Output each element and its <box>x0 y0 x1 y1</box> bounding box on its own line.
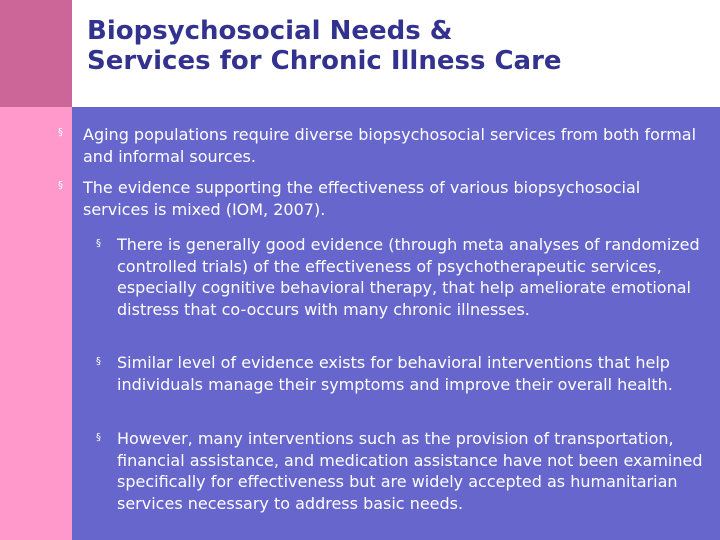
slide-title <box>87 16 707 76</box>
left-accent-strip-bottom <box>0 107 72 540</box>
slide-title-line-1: Biopsychosocial Needs & <box>87 16 453 46</box>
bullet-evidence-mixed <box>58 177 698 220</box>
bullet-text: The evidence supporting the effectiveness of various biopsychosocial services is mixed (IOM, 2007). <box>83 178 641 219</box>
bullet-marker-icon: § <box>58 180 63 191</box>
sub-bullet-behavioral-interventions <box>96 352 708 395</box>
sub-bullet-text: Similar level of evidence exists for behavioral interventions that help individuals manage their symptoms and improve their overall health. <box>117 353 673 394</box>
bullet-aging-populations <box>58 124 698 167</box>
sub-bullet-marker-icon: § <box>96 238 101 249</box>
sub-bullet-humanitarian-services <box>96 428 708 514</box>
sub-bullet-marker-icon: § <box>96 432 101 443</box>
left-accent-strip-top <box>0 0 72 107</box>
bullet-text: Aging populations require diverse biopsychosocial services from both formal and informal sources. <box>83 125 697 166</box>
sub-bullet-marker-icon: § <box>96 356 101 367</box>
sub-bullet-text: However, many interventions such as the provision of transportation, financial assistance, and medication assistance have not been examined specifically for effectiveness but are widely accepted as humanitarian services necessary to address basic needs. <box>117 429 703 513</box>
bullet-marker-icon: § <box>58 127 63 138</box>
slide-title-line-2: Services for Chronic Illness Care <box>87 46 562 76</box>
sub-bullet-text: There is generally good evidence (through meta analyses of randomized controlled trials) of the effectiveness of psychotherapeutic services, especially cognitive behavioral therapy, that help ameliorate emotional distress that co-occurs with many chronic illnesses. <box>117 235 700 319</box>
sub-bullet-psychotherapeutic-evidence <box>96 234 708 320</box>
